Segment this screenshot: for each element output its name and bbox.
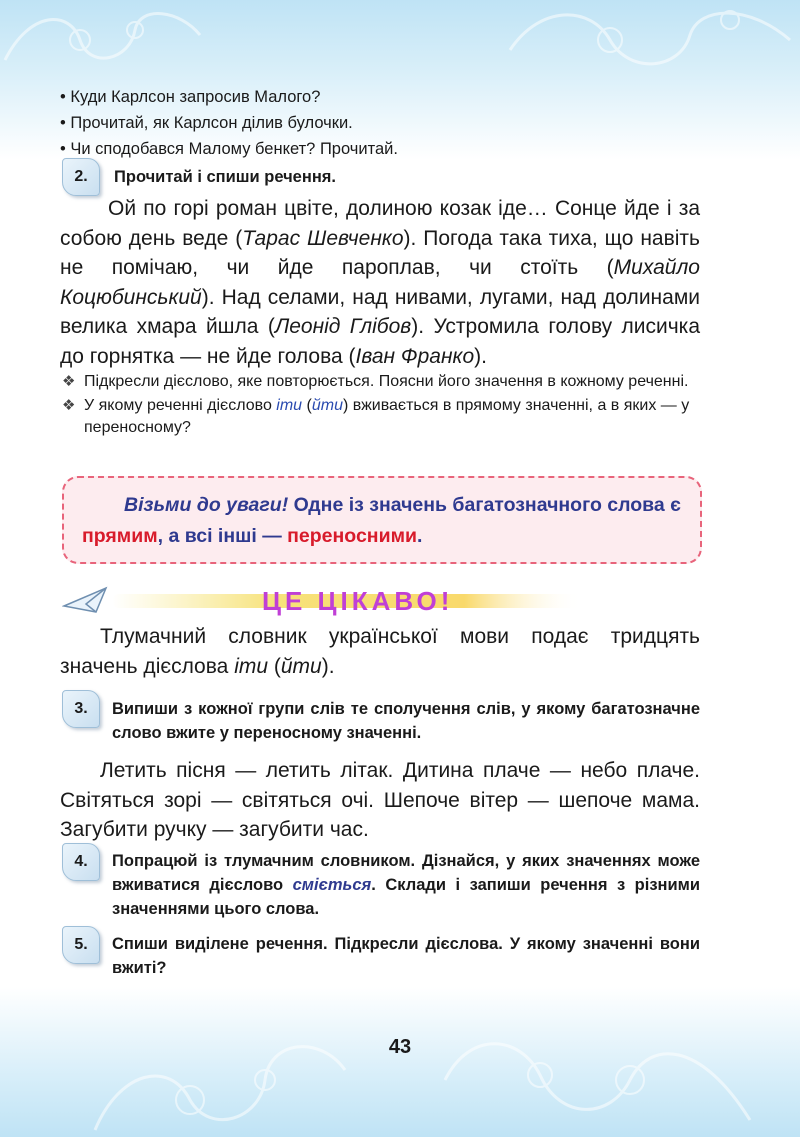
task-2-text: Ой по горі роман цвіте, долиною козак іде… Сонце йде і за собою день веде (Тарас Шевченко). Погода така тиха, що навіть не помічаю, чи йде пароплав, чи стоїть (Михайло Коцюбинський). Над селами, над нивами, лугами, над долинами велика хмара йшла (Леонід Глібов). Устромила голову лисичка до горнятка — не йде голова (Іван Франко). [60,197,700,368]
interesting-text: Тлумачний словник української мови подає тридцять значень дієслова іти (йти). [60,625,700,678]
task-2-instruction: Прочитай і спиши речення. [114,168,336,186]
author-name: Михайло Коцюбинський [60,256,700,309]
list-item: • Прочитай, як Карлсон ділив булочки. [60,110,398,136]
question-list [60,84,398,162]
note-item: ❖ У якому реченні дієслово іти (йти) вживається в прямому значенні, а в яких — у переносному? [62,397,690,436]
author-name: Леонід Глібов [274,315,412,338]
task-4-number-badge: 4. [62,843,100,881]
diamond-bullet-icon: ❖ [62,373,76,390]
interesting-banner [62,578,702,622]
task-2-notes [62,371,702,441]
task-5-instruction: Спиши виділене речення. Підкресли дієслова. У якому значенні вони вжиті? [112,935,700,977]
note-item: ❖ Підкресли дієслово, яке повторюється. Поясни його значення в кожному реченні. [62,371,702,393]
list-item: • Куди Карлсон запросив Малого? [60,84,398,110]
page-number: 43 [388,1036,412,1058]
interesting-title: ЦЕ ЦІКАВО! [262,586,454,616]
paper-plane-icon [64,588,106,612]
attention-box: Візьми до уваги! Одне із значень багатозначного слова є прямим, а всі інші — переносними. [62,476,702,564]
diamond-bullet-icon: ❖ [62,397,76,414]
task-3-text: Летить пісня — летить літак. Дитина плаче — небо плаче. Світяться зорі — світяться очі. Шепоче вітер — шепоче мама. Загубити ручку — загубити час. [60,759,700,841]
list-item: • Чи сподобався Малому бенкет? Прочитай. [60,136,398,162]
author-name: Тарас Шевченко [242,226,404,250]
task-5-number-badge: 5. [62,926,100,964]
task-2-number-badge: 2. [62,158,100,196]
task-4-instruction: Попрацюй із тлумачним словником. Дізнайся, у яких значеннях може вживатися дієслово сміється. Склади і запиши речення з різними значеннями цього слова. [112,852,700,918]
task-3-instruction: Випиши з кожної групи слів те сполучення слів, у якому багатозначне слово вжите у переносному значенні. [112,700,700,742]
author-name: Іван Франко [355,344,475,368]
task-3-number-badge: 3. [62,690,100,728]
